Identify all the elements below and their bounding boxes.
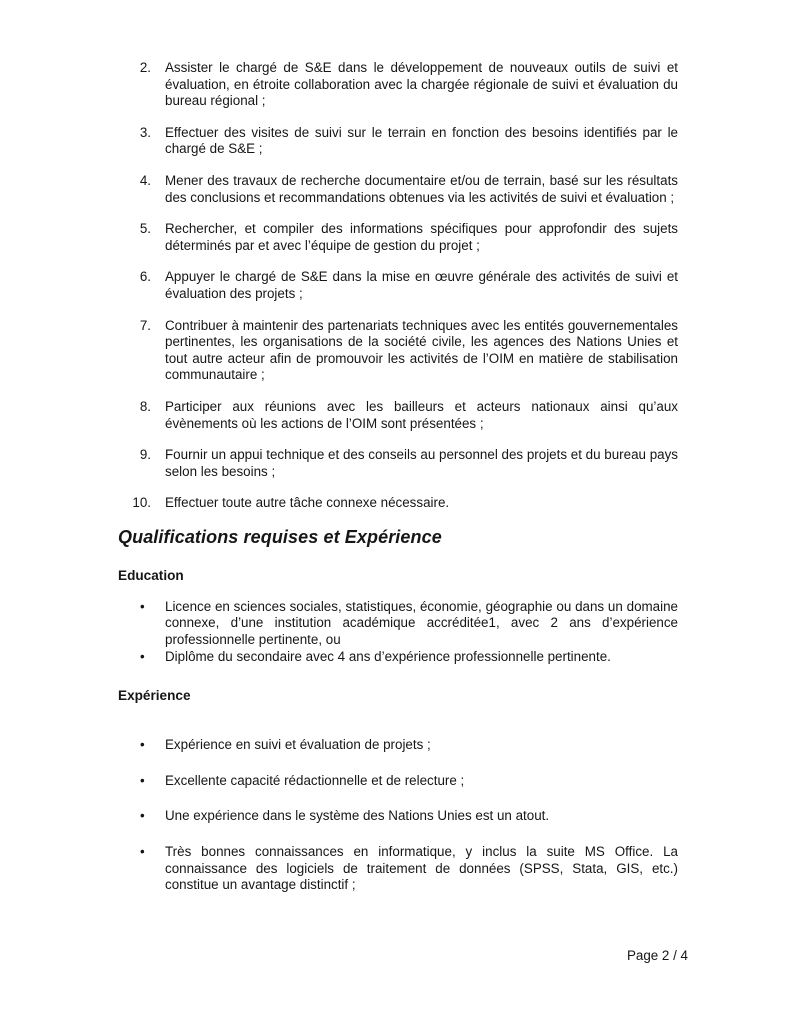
item-number: 3. xyxy=(139,124,151,140)
item-number: 8. xyxy=(139,398,151,414)
item-number: 9. xyxy=(139,447,151,463)
numbered-item xyxy=(118,60,678,110)
bullet-icon: • xyxy=(140,808,145,824)
item-text: Mener des travaux de recherche documentaire et/ou de terrain, basé sur les résultats des conclusions et recommandations obtenues via les activités de suivi et évaluation ; xyxy=(165,172,678,205)
numbered-item xyxy=(118,173,678,206)
bullet-text: Excellente capacité rédactionnelle et de relecture ; xyxy=(165,772,465,788)
item-text: Effectuer des visites de suivi sur le terrain en fonction des besoins identifiés par le chargé de S&E ; xyxy=(165,124,678,157)
bullet-icon: • xyxy=(140,772,145,788)
item-number: 10. xyxy=(132,495,151,511)
item-number: 6. xyxy=(139,269,151,285)
subsection-heading-experience: Expérience xyxy=(118,688,191,704)
duties-numbered-list xyxy=(118,60,678,512)
section-heading-qualifications: Qualifications requises et Expérience xyxy=(118,526,442,547)
bullet-item xyxy=(118,599,678,649)
item-text: Fournir un appui technique et des conseils au personnel des projets et du bureau pays selon les besoins ; xyxy=(165,447,678,479)
bullet-text: Expérience en suivi et évaluation de projets ; xyxy=(165,737,431,753)
bullet-item xyxy=(118,808,678,825)
bullet-icon: • xyxy=(140,598,145,614)
education-bullet-list xyxy=(118,599,678,665)
item-number: 4. xyxy=(139,172,151,188)
bullet-text: Licence en sciences sociales, statistiques, économie, géographie ou dans un domaine connexe, d’une institution académique accréditée1, avec 2 ans d’expérience professionnelle pertinente, ou xyxy=(165,598,678,648)
item-text: Rechercher, et compiler des informations spécifiques pour approfondir des sujets déterminés par et avec l’équipe de gestion du projet ; xyxy=(165,221,678,253)
bullet-item xyxy=(118,844,678,894)
bullet-icon: • xyxy=(140,844,145,860)
item-number: 5. xyxy=(139,221,151,237)
bullet-item xyxy=(118,649,678,666)
numbered-item xyxy=(118,495,678,512)
item-number: 7. xyxy=(139,317,151,333)
bullet-text: Une expérience dans le système des Nations Unies est un atout. xyxy=(165,808,550,824)
item-text: Effectuer toute autre tâche connexe nécessaire. xyxy=(165,495,450,511)
numbered-item xyxy=(118,269,678,302)
bullet-item xyxy=(118,737,678,754)
item-text: Contribuer à maintenir des partenariats techniques avec les entités gouvernementales pertinentes, les organisations de la société civile, les agences des Nations Unies et tout autre acteur afin de promouvoir les activités de l’OIM en matière de stabilisation communautaire ; xyxy=(165,317,678,383)
numbered-item xyxy=(118,447,678,480)
experience-bullet-list xyxy=(118,737,678,894)
numbered-item xyxy=(118,318,678,384)
numbered-item xyxy=(118,221,678,254)
numbered-item xyxy=(118,399,678,432)
bullet-text: Très bonnes connaissances en informatique, y inclus la suite MS Office. La connaissance des logiciels de traitement de données (SPSS, Stata, GIS, etc.) constitue un avantage distinctif ; xyxy=(165,844,678,893)
item-text: Appuyer le chargé de S&E dans la mise en œuvre générale des activités de suivi et évaluation des projets ; xyxy=(165,269,678,301)
numbered-item xyxy=(118,125,678,158)
bullet-item xyxy=(118,773,678,790)
document-content xyxy=(118,60,678,894)
item-text: Participer aux réunions avec les bailleurs et acteurs nationaux ainsi qu’aux évènements où les actions de l’OIM sont présentées ; xyxy=(165,398,678,431)
bullet-text: Diplôme du secondaire avec 4 ans d’expérience professionnelle pertinente. xyxy=(165,648,611,664)
item-number: 2. xyxy=(139,60,151,75)
subsection-heading-education: Education xyxy=(118,567,184,583)
bullet-icon: • xyxy=(140,648,145,664)
bullet-icon: • xyxy=(140,737,145,753)
page-number: Page 2 / 4 xyxy=(626,948,688,963)
item-text: Assister le chargé de S&E dans le développement de nouveaux outils de suivi et évaluation, en étroite collaboration avec la chargée régionale de suivi et évaluation du bureau régional ; xyxy=(165,60,678,109)
